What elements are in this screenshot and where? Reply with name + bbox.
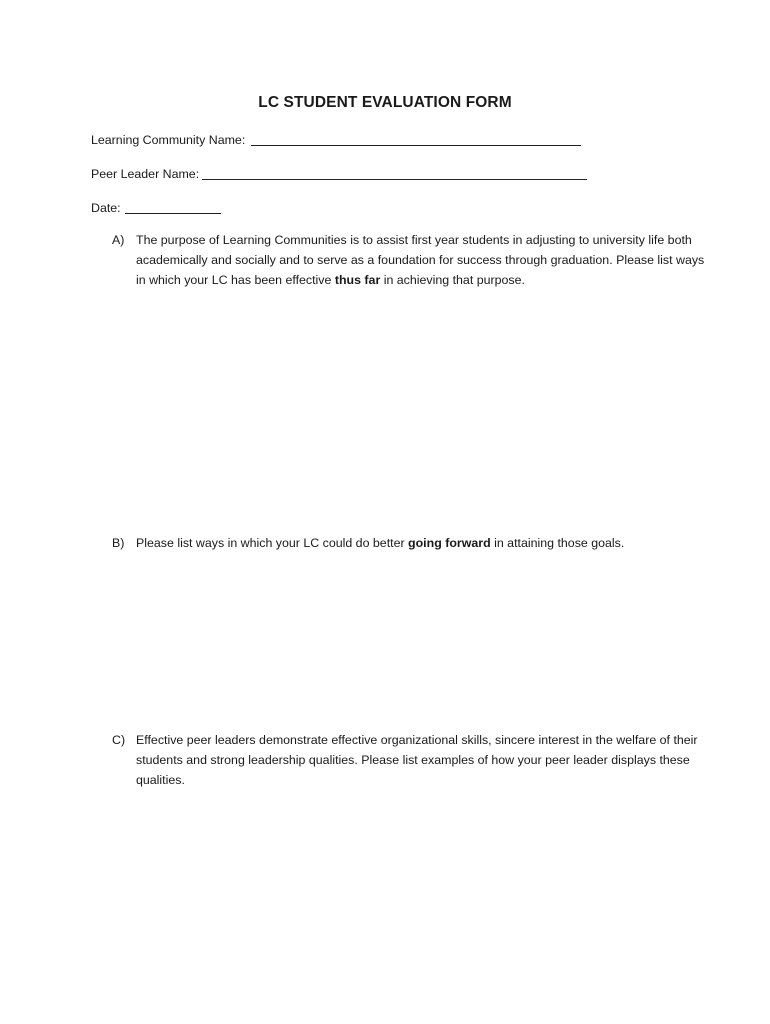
question-a-text-before: The purpose of Learning Communities is to assist first year students in adjusting to university life both academically and socially and to serve as a foundation for success through graduation. Please list ways in which your LC has been effective	[136, 233, 705, 287]
question-b-text-after: in attaining those goals.	[490, 536, 625, 550]
form-title: LC STUDENT EVALUATION FORM	[258, 94, 512, 111]
question-a-letter: A)	[112, 233, 125, 247]
peer-leader-name-label: Peer Leader Name:	[91, 167, 200, 181]
question-c	[112, 730, 712, 792]
answer-area-b[interactable]	[112, 562, 712, 722]
date-label: Date:	[91, 201, 121, 215]
question-c-letter: C)	[112, 733, 126, 747]
question-b-letter: B)	[112, 536, 125, 550]
peer-leader-name-field[interactable]	[91, 165, 589, 183]
question-c-text: Effective peer leaders demonstrate effective organizational skills, sincere interest in the welfare of their students and strong leadership qualities. Please list examples of how your peer leader displays these qualities.	[136, 733, 698, 787]
question-b-text-before: Please list ways in which your LC could do better	[136, 536, 409, 550]
question-a-emphasis: thus far	[334, 273, 381, 287]
question-a-text	[136, 230, 712, 290]
question-a	[112, 230, 712, 292]
date-field[interactable]	[91, 199, 223, 217]
answer-area-a[interactable]	[112, 300, 712, 520]
question-b-text	[136, 533, 712, 553]
question-b	[112, 533, 712, 555]
peer-leader-name-line[interactable]	[202, 179, 587, 180]
learning-community-name-label: Learning Community Name:	[91, 133, 246, 147]
learning-community-name-field[interactable]	[91, 131, 583, 149]
date-line[interactable]	[125, 213, 221, 214]
question-a-text-after: in achieving that purpose.	[380, 273, 525, 287]
learning-community-name-line[interactable]	[251, 145, 581, 146]
question-b-emphasis: going forward	[408, 536, 491, 550]
answer-area-c[interactable]	[112, 800, 712, 1000]
